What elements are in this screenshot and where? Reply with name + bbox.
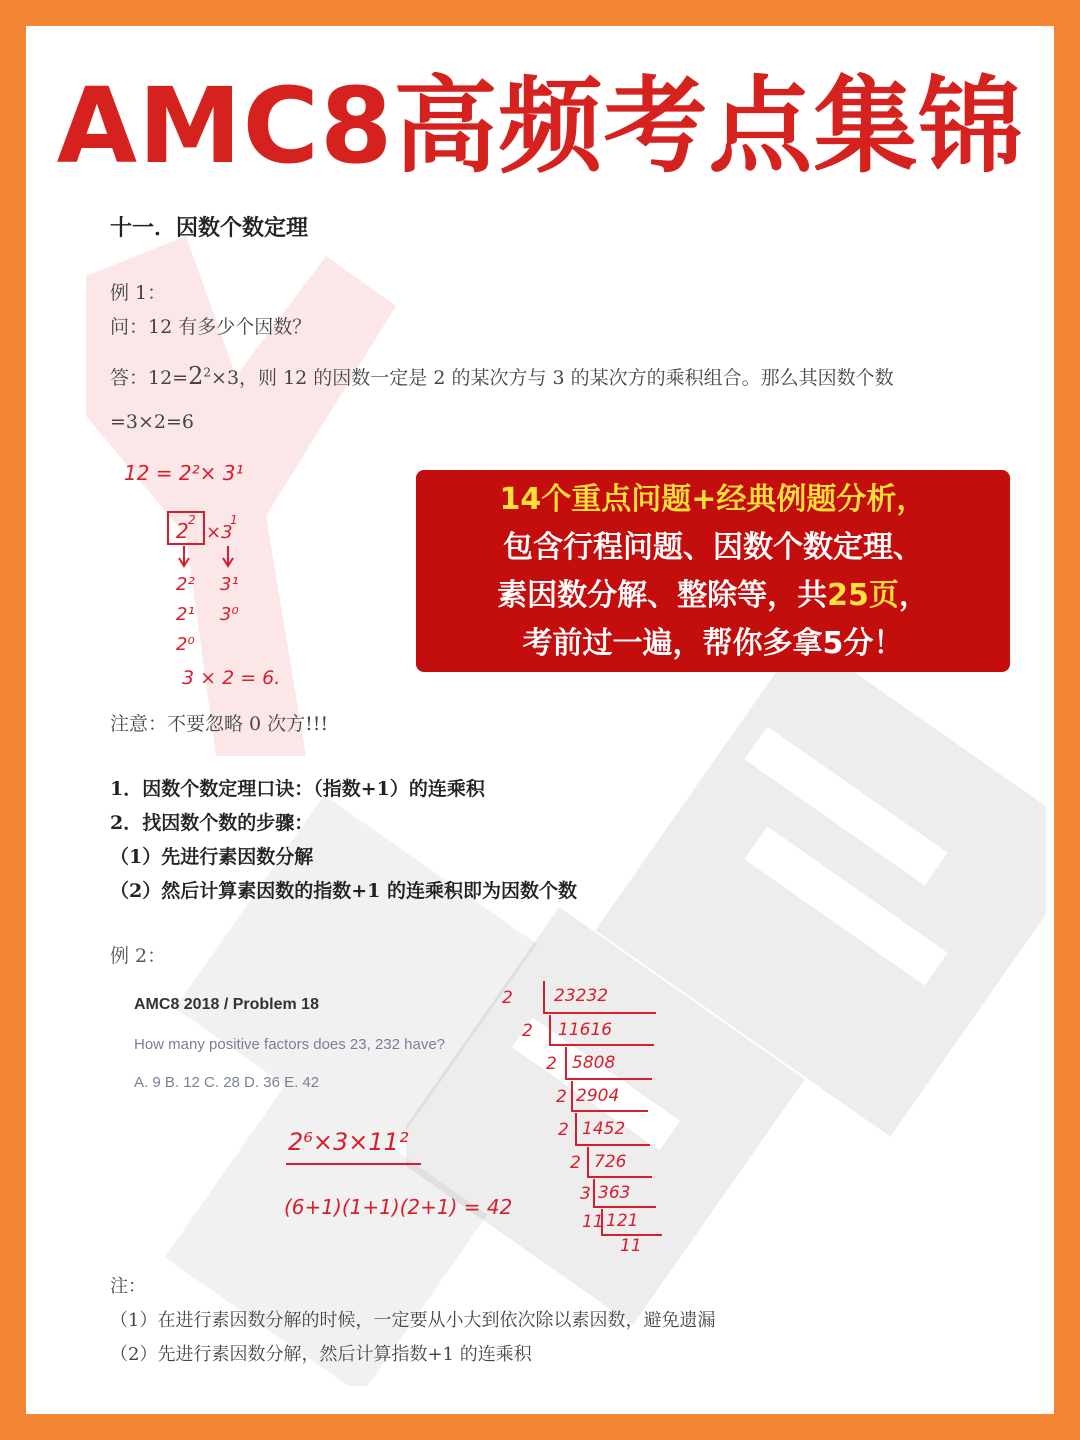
promo-line-1: 14个重点问题+经典例题分析， [499, 482, 927, 517]
hw1-col-a-1: 2¹ [176, 604, 195, 625]
note-item-1: （1）在进行素因数分解的时候，一定要从小大到依次除以素因数，避免遗漏 [110, 1310, 716, 1331]
note-zero-power: 注意：不要忽略 0 次方!!! [110, 713, 329, 735]
problem-question: How many positive factors does 23, 232 have? [134, 1036, 446, 1053]
section-heading: 十一．因数个数定理 [110, 215, 309, 241]
example-2-label: 例 2： [110, 945, 167, 967]
promo-banner [416, 470, 1010, 672]
div-quotient-1: 11616 [558, 1020, 613, 1040]
hw2-factorization: 2⁶×3×11² [288, 1128, 409, 1156]
div-divisor-2: 2 [546, 1054, 557, 1074]
example-1-answer: 答：$12=2^2\times 3$，则 12 的因数一定是 2 的某次方与 3 的某次方的乘积组合。那么其因数个数 [110, 362, 894, 390]
hw1-col-a-0: 2² [176, 574, 195, 595]
example-1-question: 问：12 有多少个因数？ [110, 316, 312, 338]
hw1-result: 3 × 2 = 6. [182, 667, 281, 689]
promo-line-3: 素因数分解、整除等，共25页， [497, 578, 929, 613]
short-division [496, 981, 696, 1256]
div-divisor-5: 2 [570, 1153, 581, 1173]
div-quotient-6: 363 [598, 1183, 631, 1203]
rule-2-step-2: （2）然后计算素因数的指数+1 的连乘积即为因数个数 [110, 880, 577, 902]
handwritten-work-1 [116, 454, 316, 694]
hw1-col-b-0: 3¹ [220, 574, 239, 595]
div-quotient-7: 121 [606, 1211, 639, 1231]
div-quotient-8: 11 [620, 1236, 642, 1256]
problem-options: A. 9 B. 12 C. 28 D. 36 E. 42 [134, 1074, 320, 1091]
hw1-box-base: 2 [176, 519, 189, 543]
div-quotient-0: 23232 [554, 986, 609, 1006]
hw1-col-a-2: 2⁰ [176, 634, 195, 655]
hw1-times3: ×3 [206, 522, 233, 543]
div-divisor-1: 2 [522, 1021, 533, 1041]
div-divisor-0: 2 [502, 988, 513, 1008]
promo-line-2: 包含行程问题、因数个数定理、 [503, 530, 923, 565]
div-divisor-4: 2 [558, 1120, 569, 1140]
div-quotient-2: 5808 [572, 1053, 616, 1073]
rule-1: 1．因数个数定理口诀：（指数+1）的连乘积 [110, 778, 485, 800]
page-title: AMC8高频考点集锦 [56, 65, 1024, 187]
note-item-2: （2）先进行素因数分解，然后计算指数+1 的连乘积 [110, 1344, 532, 1365]
handwritten-work-2 [276, 1116, 516, 1236]
div-divisor-6: 3 [580, 1184, 591, 1204]
div-divisor-7: 11 [582, 1212, 604, 1232]
div-quotient-3: 2904 [576, 1086, 620, 1106]
problem-title: AMC8 2018 / Problem 18 [134, 996, 319, 1013]
example-1-answer-line2: =3×2=6 [110, 411, 195, 433]
hw2-product: (6+1)(1+1)(2+1) = 42 [284, 1195, 513, 1219]
div-quotient-4: 1452 [582, 1119, 626, 1139]
example-1-label: 例 1： [110, 282, 167, 304]
hw1-box-exp: 2 [188, 513, 196, 527]
div-quotient-5: 726 [594, 1152, 627, 1172]
notes-heading: 注： [110, 1276, 146, 1297]
hw1-times3-exp: 1 [230, 513, 238, 527]
document-sheet [26, 26, 1054, 1414]
div-divisor-3: 2 [556, 1087, 567, 1107]
rule-2-step-1: （1）先进行素因数分解 [110, 846, 314, 868]
rule-2: 2．找因数个数的步骤： [110, 812, 314, 834]
promo-line-4: 考前过一遍，帮你多拿5分！ [522, 626, 904, 661]
hw1-line1: 12 = 2²× 3¹ [124, 461, 244, 485]
hw1-col-b-1: 3⁰ [220, 604, 239, 625]
